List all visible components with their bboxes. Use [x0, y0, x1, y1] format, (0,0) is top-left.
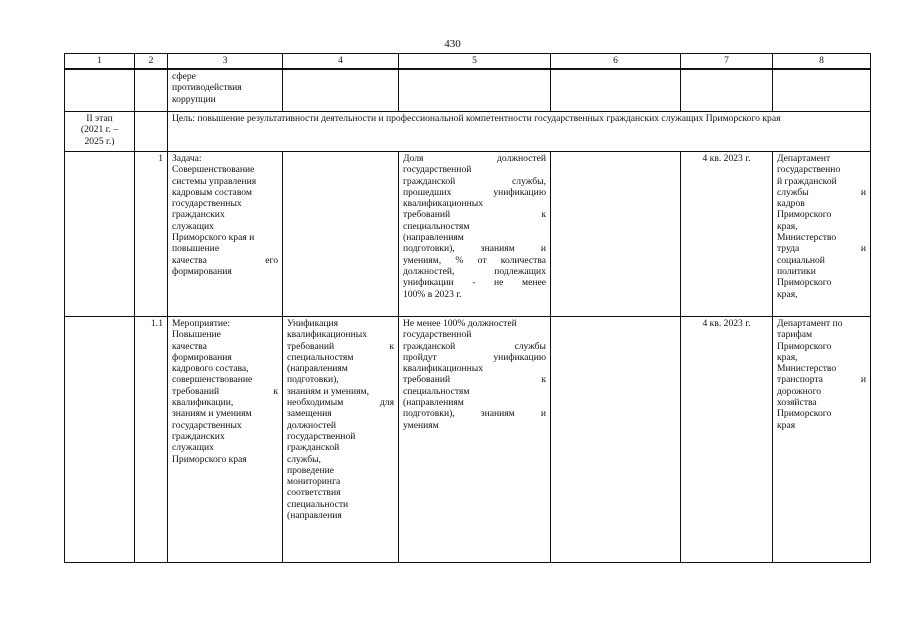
cell-line: государственной [403, 329, 472, 341]
cell-line: гражданской службы [403, 340, 546, 352]
cell-line: подготовки), знаниям и [403, 408, 546, 420]
cell-line: требований к [172, 385, 278, 397]
cell-line: тарифам [777, 329, 813, 341]
cell-line: политики [777, 265, 816, 277]
column-header: 4 [283, 54, 399, 70]
event-row [65, 317, 871, 563]
cell-line: знаниям и умениям [172, 408, 252, 420]
cell-line: замещения [287, 408, 332, 420]
table-cell [168, 69, 283, 112]
cell-line: Приморского [777, 408, 832, 420]
cell-line: умениям [403, 419, 439, 431]
cell-line: Унификация [287, 318, 339, 329]
cell-line: 2025 г.) [84, 135, 115, 147]
column-header: 5 [399, 54, 551, 70]
column-header: 3 [168, 54, 283, 70]
cell-line: государственных [172, 419, 242, 431]
cell-line: квалификационных [403, 198, 484, 210]
cell-line: пройдут унификацию [403, 351, 546, 363]
stage-label [65, 112, 135, 152]
cell-line: кадров [777, 198, 805, 210]
event-description [283, 317, 399, 563]
cell-line: Не менее 100% должностей [403, 318, 517, 329]
cell-line: совершенствование [172, 374, 253, 386]
cell-line: Доля должностей [403, 153, 546, 164]
cell-line: противодействия [172, 82, 242, 94]
cell-line: Приморского края и [172, 232, 255, 244]
cell-line: должностей [287, 419, 336, 431]
cell-line: кадрового состава, [172, 363, 249, 375]
cell-line: специальностям [403, 385, 470, 397]
responsible [773, 317, 871, 563]
cell-line: государственной [287, 430, 356, 442]
task-indicator [399, 152, 551, 317]
row-number: 1.1 [135, 317, 168, 563]
cell-line: (направлениям [403, 397, 464, 409]
table-cell [551, 152, 681, 317]
deadline: 4 кв. 2023 г. [681, 317, 773, 563]
cell-line: государственно [777, 164, 841, 176]
cell-line: службы, [287, 453, 321, 465]
cell-line: подготовки), [287, 374, 339, 386]
cell-line: умениям, % от количества [403, 254, 546, 266]
cell-line: Приморского края [172, 453, 247, 465]
responsible [773, 152, 871, 317]
cell-line: II этап [86, 113, 113, 124]
column-header: 8 [773, 54, 871, 70]
cell-line: требований к [287, 340, 394, 352]
deadline: 4 кв. 2023 г. [681, 152, 773, 317]
cell-line: Приморского [777, 277, 832, 289]
event-name [168, 317, 283, 563]
cell-line: 100% в 2023 г. [403, 288, 462, 300]
stage-row [65, 112, 871, 152]
table-cell [283, 69, 399, 112]
cell-line: Приморского [777, 340, 832, 352]
cell-line: служащих [172, 442, 214, 454]
cell-line: края [777, 419, 796, 431]
cell-line: формирования [172, 265, 232, 277]
cell-line: знаниям и умениям, [287, 385, 370, 397]
cell-line: специальностям [287, 351, 354, 363]
table-cell [399, 69, 551, 112]
table-header-row [65, 54, 871, 70]
cell-line: (направления [287, 510, 342, 522]
cell-line: квалификационных [403, 363, 484, 375]
cell-line: Министерство [777, 232, 837, 244]
cell-line: транспорта и [777, 374, 866, 386]
program-table [64, 53, 871, 563]
cell-line: квалификационных [287, 329, 368, 341]
table-cell [283, 152, 399, 317]
task-name [168, 152, 283, 317]
table-cell [135, 112, 168, 152]
row-number: 1 [135, 152, 168, 317]
cell-line: требований к [403, 374, 546, 386]
cell-line: подготовки), знаниям и [403, 243, 546, 255]
table-cell [65, 317, 135, 563]
table-cell [773, 69, 871, 112]
cell-line: (направлениям [403, 232, 464, 244]
stage-goal: Цель: повышение результативности деятельности и профессиональной компетентности государственных гражданских служащих Приморского края [168, 112, 871, 152]
cell-line: края, [777, 220, 798, 232]
cell-line: прошедших унификацию [403, 186, 546, 198]
event-indicator [399, 317, 551, 563]
column-header: 6 [551, 54, 681, 70]
cell-line: качества [172, 340, 207, 352]
page-number: 430 [444, 38, 461, 50]
cell-line: Департамент [777, 153, 831, 164]
cell-line: государственных [172, 198, 242, 210]
cell-line: гражданских [172, 430, 225, 442]
cell-line: мониторинга [287, 476, 341, 488]
cell-line: требований к [403, 209, 546, 221]
cell-line: системы управления [172, 175, 257, 187]
table-cell [551, 317, 681, 563]
table-row [65, 69, 871, 112]
cell-line: й гражданской [777, 175, 837, 187]
cell-line: гражданской [287, 442, 340, 454]
table-cell [551, 69, 681, 112]
cell-line: проведение [287, 464, 334, 476]
cell-line: сфере [172, 71, 196, 82]
cell-line: края, [777, 288, 798, 300]
cell-line: должностей, подлежащих [403, 265, 546, 277]
cell-line: службы и [777, 186, 866, 198]
task-row [65, 152, 871, 317]
column-header: 1 [65, 54, 135, 70]
cell-line: социальной [777, 254, 825, 266]
cell-line: (направлениям [287, 363, 348, 375]
cell-line: Задача: [172, 153, 202, 164]
cell-line: специальности [287, 498, 349, 510]
table-cell [681, 69, 773, 112]
cell-line: Повышение [172, 329, 221, 341]
cell-line: необходимым для [287, 397, 394, 409]
cell-line: Министерство [777, 363, 837, 375]
cell-line: гражданской службы, [403, 175, 546, 187]
cell-line: Департамент по [777, 318, 843, 329]
table-cell [65, 152, 135, 317]
table-cell [135, 69, 168, 112]
cell-line: хозяйства [777, 397, 817, 409]
cell-line: соответствия [287, 487, 341, 499]
cell-line: гражданских [172, 209, 225, 221]
cell-line: коррупции [172, 93, 216, 105]
cell-line: повышение [172, 243, 220, 255]
cell-line: Совершенствование [172, 164, 255, 176]
cell-line: Мероприятие: [172, 318, 230, 329]
cell-line: Приморского [777, 209, 832, 221]
table-cell [65, 69, 135, 112]
cell-line: специальностям [403, 220, 470, 232]
column-header: 2 [135, 54, 168, 70]
cell-line: края, [777, 351, 798, 363]
cell-line: унификации - не менее [403, 277, 546, 289]
cell-line: формирования [172, 351, 232, 363]
column-header: 7 [681, 54, 773, 70]
cell-line: государственной [403, 164, 472, 176]
cell-line: качества его [172, 254, 278, 266]
cell-line: квалификации, [172, 397, 234, 409]
cell-line: (2021 г. – [80, 124, 119, 136]
cell-line: кадровым составом [172, 186, 252, 198]
cell-line: служащих [172, 220, 214, 232]
cell-line: дорожного [777, 385, 822, 397]
cell-line: труда и [777, 243, 866, 255]
